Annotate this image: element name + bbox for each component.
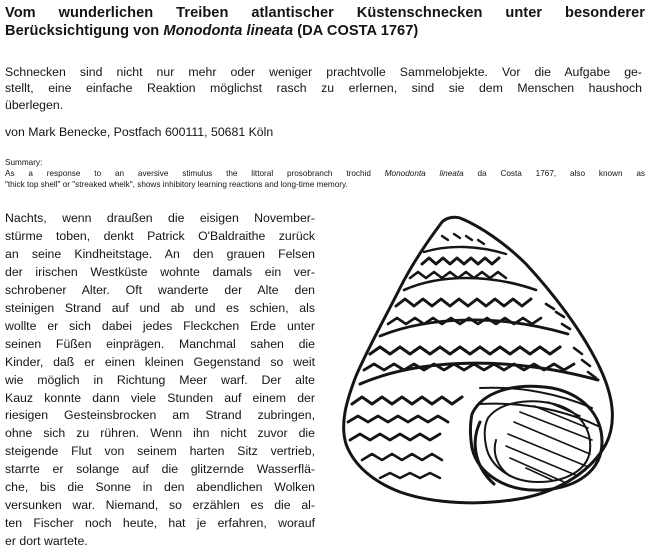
body-line: Kinder, daß er einen kleinen Gegenstand so weit [5, 354, 315, 369]
body-line: an seine Kindheitstage. An den grauen Felsen [5, 246, 315, 261]
body-line: ohne sich zu rühren. Wenn ihn nicht zuvor die [5, 426, 315, 441]
summary-line-1 [5, 168, 645, 179]
body-line: seinen Füßen einprägen. Manchmal sahen die [5, 336, 315, 351]
body-column [5, 210, 315, 551]
summary-species: Monodonta lineata [384, 169, 464, 178]
body-line: der irischen Westküste wohnte damals ein ver- [5, 264, 315, 279]
article-title [5, 4, 645, 40]
body-line: che, bis die Sonne in den abendlichen Wolken [5, 480, 315, 495]
summary-prefix: As a response to an aversive stimulus the littoral prosobranch trochid [5, 169, 385, 178]
body-line: wie möglich in Richtung Meer warf. Der alte [5, 372, 315, 387]
body-line: Kauz konnte dann viele Stunden auf einem der [5, 390, 315, 405]
summary-label: Summary: [5, 158, 43, 167]
lead-paragraph [5, 64, 642, 113]
author-line: von Mark Benecke, Postfach 600111, 50681 Köln [5, 125, 274, 139]
title-line-1: Vom wunderlichen Treiben atlantischer Küstenschnecken unter besonderer [5, 5, 645, 21]
body-line: stürme toben, denkt Patrick O'Baldraithe zurück [5, 228, 315, 243]
title-line-2 [5, 22, 645, 40]
shell-drawing-icon [330, 208, 630, 512]
summary-text [5, 168, 645, 190]
body-line: starrte er solange auf die glitzernde Wasserflä- [5, 462, 315, 477]
body-line: versunken war. Niemand, so erzählen es die al- [5, 498, 315, 513]
title-prefix: Berücksichtigung von [5, 23, 164, 39]
summary-suffix: da Costa 1767, also known as [463, 169, 645, 178]
lead-line: Schnecken sind nicht nur mehr oder weniger prachtvolle Sammelobjekte. Vor die Aufgabe ge- [5, 65, 642, 79]
title-species: Monodonta lineata [163, 23, 294, 39]
body-line: ten Fischer noch heute, hat je erfahren, worauf [5, 516, 315, 531]
summary-line-2: "thick top shell" or "streaked whelk", shows inhibitory learning reactions and long-time memory. [5, 180, 348, 189]
title-suffix: (DA COSTA 1767) [293, 23, 419, 39]
body-line: riesigen Gesteinsbrocken am Strand zubringen, [5, 408, 315, 423]
body-line: wollte er sich dabei jedes Fleckchen Erde unter [5, 318, 315, 333]
lead-line: stellt, eine einfache Reaktion möglichst rasch zu erlernen, sind sie dem Menschen haushoch [5, 81, 642, 96]
lead-line: überlegen. [5, 97, 64, 112]
body-line: Nachts, wenn draußen die eisigen November- [5, 211, 315, 225]
body-line: steigende Flut von seinem harten Sitz vertrieb, [5, 444, 315, 459]
body-line: er dort wartete. [5, 534, 88, 549]
body-line: schrobener Alter. Oft wanderte der Alte den [5, 282, 315, 297]
body-line: steinigen Strand auf und ab und es schien, als [5, 300, 315, 315]
